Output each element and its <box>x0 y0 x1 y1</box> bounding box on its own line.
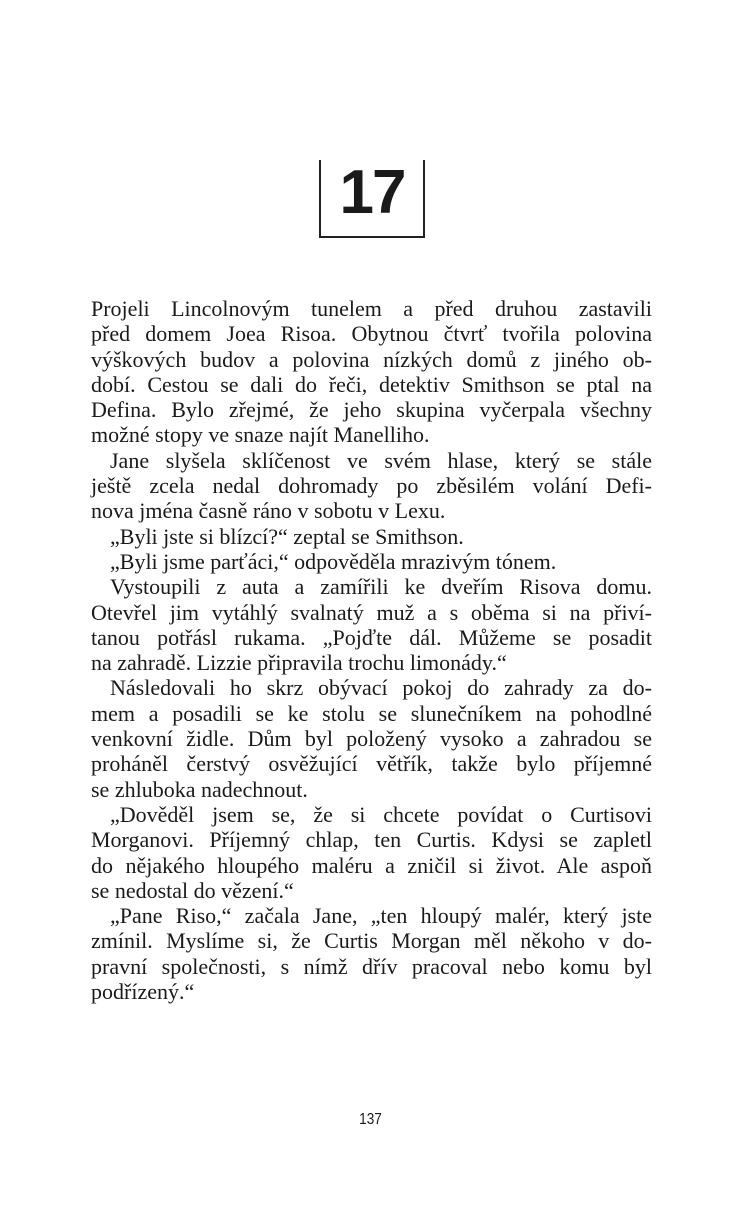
text-line: Projeli Lincolnovým tunelem a před druhou zastavili <box>91 296 652 321</box>
paragraph <box>91 903 652 1004</box>
text-line: se nedostal do vězení.“ <box>91 877 294 903</box>
paragraph <box>91 448 652 524</box>
paragraph <box>91 675 652 801</box>
text-line: venkovní židle. Dům byl položený vysoko a zahradou se <box>91 726 652 752</box>
text-line: nova jména časně ráno v sobotu v Lexu. <box>91 498 446 524</box>
text-line: Defina. Bylo zřejmé, že jeho skupina vyčerpala všechny <box>91 397 652 423</box>
text-line: Vystoupili z auta a zamířili ke dveřím Risova domu. <box>110 574 652 600</box>
text-line: podřízený.“ <box>91 979 195 1005</box>
text-line: se zhluboka nadechnout. <box>91 776 308 802</box>
text-line: mem a posadili se ke stolu se slunečníkem na pohodlné <box>91 700 652 726</box>
text-line: „Byli jste si blízcí?“ zeptal se Smithson. <box>110 523 464 549</box>
paragraph <box>91 549 652 574</box>
text-line: možné stopy ve snaze najít Manelliho. <box>91 422 430 448</box>
paragraph <box>91 524 652 549</box>
text-line: proháněl čerstvý osvěžující větřík, takže bylo příjemné <box>91 751 652 777</box>
paragraph <box>91 802 652 903</box>
text-line: „Byli jsme parťáci,“ odpověděla mrazivým tónem. <box>110 548 557 574</box>
text-line: pravní společnosti, s nímž dřív pracoval nebo komu byl <box>91 953 652 979</box>
text-line: Morganovi. Příjemný chlap, ten Curtis. Kdysi se zapletl <box>91 827 652 853</box>
text-line: Jane slyšela sklíčenost ve svém hlase, který se stále <box>110 447 652 473</box>
page-number: 137 <box>359 1111 382 1128</box>
text-line: ještě zcela nedal dohromady po zběsilém volání Defi- <box>91 473 652 499</box>
text-line: před domem Joea Risoa. Obytnou čtvrť tvořila polovina <box>91 321 652 347</box>
text-line: Otevřel jim vytáhlý svalnatý muž a s oběma si na přiví- <box>91 599 652 625</box>
text-line: výškových budov a polovina nízkých domů z jiného ob- <box>91 346 652 372</box>
text-line: „Pane Riso,“ začala Jane, „ten hloupý malér, který jste <box>110 903 652 929</box>
text-line: „Dověděl jsem se, že si chcete povídat o Curtisovi <box>110 801 652 827</box>
body-text <box>91 296 652 1004</box>
text-line: Následovali ho skrz obývací pokoj do zahrady za do- <box>110 675 652 701</box>
chapter-number: 17 <box>339 158 405 227</box>
text-line: do nějakého hloupého maléru a zničil si život. Ale aspoň <box>91 852 652 878</box>
text-line: na zahradě. Lizzie připravila trochu limonády.“ <box>91 650 507 676</box>
chapter-heading-frame <box>319 160 425 238</box>
text-line: tanou potřásl rukama. „Pojďte dál. Můžeme se posadit <box>91 624 652 650</box>
paragraph <box>91 574 652 675</box>
text-line: dobí. Cestou se dali do řeči, detektiv Smithson se ptal na <box>91 371 652 397</box>
paragraph <box>91 296 652 448</box>
text-line: zmínil. Myslíme si, že Curtis Morgan měl někoho v do- <box>91 928 652 954</box>
